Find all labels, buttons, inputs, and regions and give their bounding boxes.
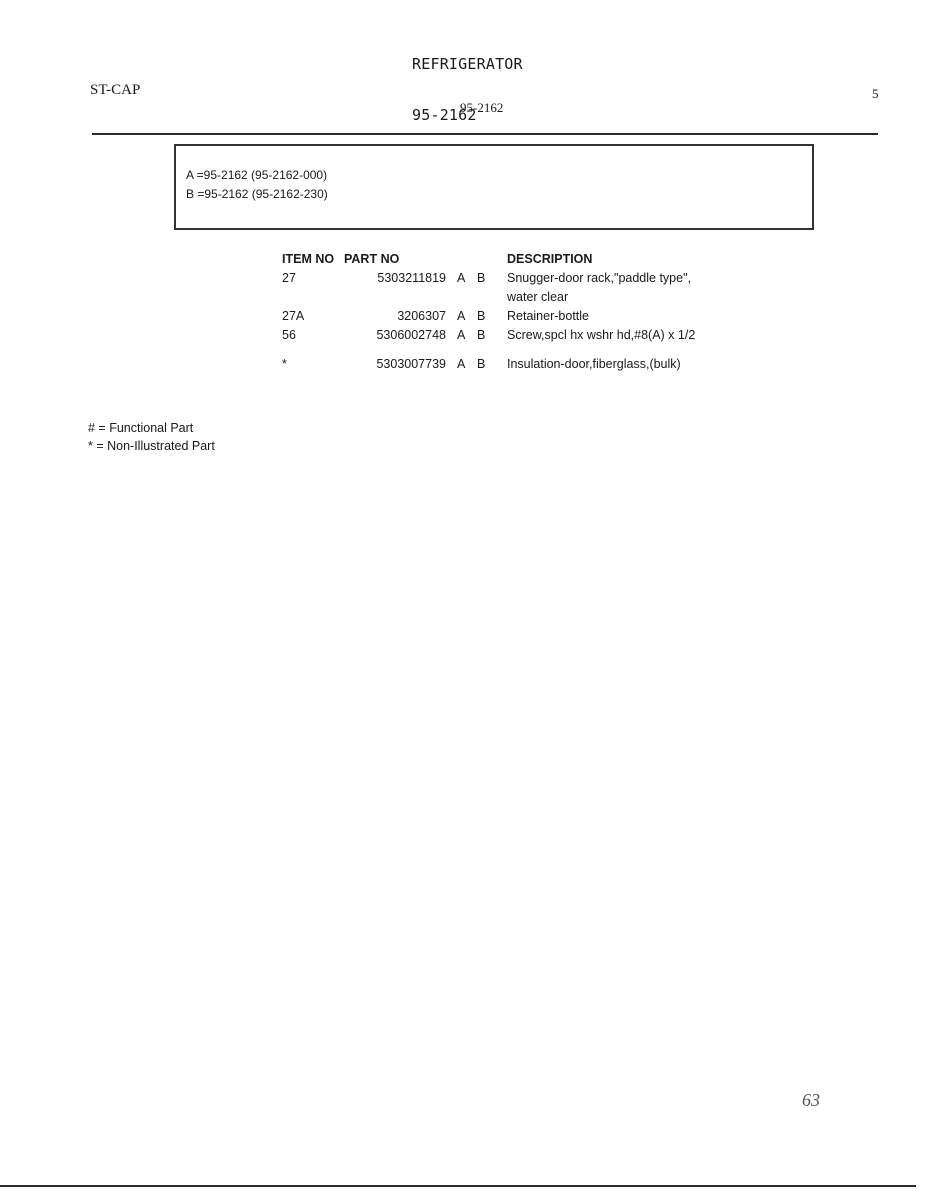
- bottom-divider: [0, 1185, 916, 1187]
- page-number: 5: [872, 86, 879, 101]
- model-b-line: B =95-2162 (95-2162-230): [186, 187, 328, 201]
- model-a-flag: A: [457, 357, 466, 371]
- model-b-flag: B: [477, 309, 486, 323]
- part-no: 5303211819: [377, 271, 446, 285]
- part-no: 3206307: [397, 309, 446, 323]
- model-a-flag: A: [457, 309, 466, 323]
- legend-non-illustrated-part: * = Non-Illustrated Part: [88, 439, 215, 453]
- col-header-description: DESCRIPTION: [507, 252, 593, 266]
- title-line-1: REFRIGERATOR: [412, 55, 523, 73]
- item-no: 27: [282, 271, 296, 285]
- model-b-flag: B: [477, 357, 486, 371]
- model-b-flag: B: [477, 271, 486, 285]
- item-no: 56: [282, 328, 296, 342]
- handwritten-mark: 63: [802, 1090, 820, 1110]
- description: Insulation-door,fiberglass,(bulk): [507, 357, 681, 371]
- top-divider: [92, 133, 878, 135]
- header-left-label: ST-CAP: [90, 82, 141, 98]
- part-no: 5306002748: [376, 328, 446, 342]
- model-b-flag: B: [477, 328, 486, 342]
- legend-functional-part: # = Functional Part: [88, 421, 194, 435]
- model-a-flag: A: [457, 328, 466, 342]
- part-no: 5303007739: [376, 357, 446, 371]
- document-title: [412, 22, 523, 141]
- model-a-flag: A: [457, 271, 466, 285]
- model-key-box: [174, 144, 814, 230]
- model-a-line: A =95-2162 (95-2162-000): [186, 168, 328, 182]
- description: Retainer-bottle: [507, 309, 589, 323]
- col-header-part-no: PART NO: [344, 252, 400, 266]
- title-line-2: 95-2162: [412, 106, 477, 124]
- item-no: *: [282, 357, 287, 371]
- description: water clear: [507, 290, 569, 304]
- item-no: 27A: [282, 309, 305, 323]
- description: Screw,spcl hx wshr hd,#8(A) x 1/2: [507, 328, 696, 342]
- legend: [88, 419, 215, 455]
- col-header-item-no: ITEM NO: [282, 252, 335, 266]
- header-center-model: 95-2162: [460, 100, 504, 115]
- description: Snugger-door rack,"paddle type",: [507, 271, 691, 285]
